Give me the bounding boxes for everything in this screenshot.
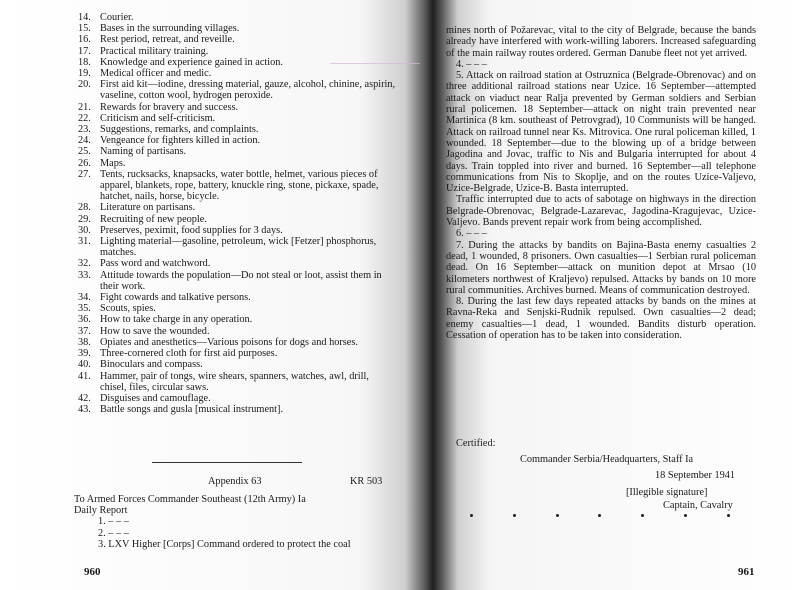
list-item <box>78 258 398 269</box>
list-item <box>78 270 398 292</box>
item-number: 39. <box>78 348 91 360</box>
list-item <box>78 214 398 225</box>
item-number: 26. <box>78 157 91 169</box>
item-text: Maps. <box>100 157 126 169</box>
rank-line: Captain, Cavalry <box>663 500 733 511</box>
item-text: Hammer, pair of tongs, wire shears, spanners, watches, awl, drill, chisel, files, circular saws. <box>100 370 369 393</box>
list-item <box>78 57 398 68</box>
list-item <box>78 337 398 348</box>
item-text: Fight cowards and talkative persons. <box>100 292 251 304</box>
command-line: Commander Serbia/Headquarters, Staff Ia <box>520 454 694 465</box>
paragraph: 6. – – – <box>456 228 487 240</box>
list-item <box>78 23 398 34</box>
report-line: Daily Report <box>74 505 128 517</box>
item-number: 41. <box>78 370 91 382</box>
list-item <box>78 46 398 57</box>
item-number: 34. <box>78 292 91 304</box>
divider <box>152 462 302 463</box>
report-line: 3. LXV Higher [Corps] Command ordered to protect the coal <box>98 538 351 550</box>
paragraph: 7. During the attacks by bandits on Bajina-Basta enemy casualties 2 dead, 1 wounded, 8 prisoners. Own casualties—1 Serbian rural policeman dead. On 16 September—attack on munition depot at Mrsao (10 kilometers northwest of Kraljevo) repulsed. Attacks by bands on 10 more rural communities. Archives burned. Means of communication destroyed. <box>446 239 756 296</box>
item-text: Vengeance for fighters killed in action. <box>100 135 261 147</box>
item-number: 37. <box>78 325 91 337</box>
appendix-label: Appendix 63 <box>208 476 262 487</box>
item-text: Courier. <box>100 12 134 23</box>
item-text: Recruiting of new people. <box>100 213 207 225</box>
item-text: Battle songs and gusla [musical instrument]. <box>100 404 284 416</box>
list-item <box>78 326 398 337</box>
list-item <box>78 225 398 236</box>
item-list <box>78 12 398 415</box>
report-line: 2. – – – <box>98 527 129 539</box>
item-number: 20. <box>78 79 91 91</box>
date-line: 18 September 1941 <box>655 470 736 481</box>
dot-leader <box>470 514 730 517</box>
list-item <box>78 79 398 101</box>
item-text: Rewards for bravery and success. <box>100 101 239 113</box>
item-text: Disguises and camouflage. <box>100 392 211 404</box>
item-text: Lighting material—gasoline, petroleum, wick [Fetzer] phosphorus, matches. <box>100 236 377 259</box>
item-text: Bases in the surrounding villages. <box>100 23 240 35</box>
item-number: 18. <box>78 56 91 68</box>
list-item <box>78 404 398 415</box>
item-number: 16. <box>78 34 91 46</box>
item-text: Naming of partisans. <box>100 146 187 158</box>
list-item <box>78 102 398 113</box>
item-number: 32. <box>78 258 91 270</box>
list-item <box>78 303 398 314</box>
item-number: 31. <box>78 236 91 248</box>
item-number: 17. <box>78 45 91 57</box>
item-text: Tents, rucksacks, knapsacks, water bottle, helmet, various pieces of apparel, blankets, rope, battery, knuckle ring, stone, pickaxe, spade, hatchet, nails, horse, bicycle. <box>100 168 379 203</box>
item-text: Literature on partisans. <box>100 202 196 214</box>
list-item <box>78 124 398 135</box>
item-text: Opiates and anesthetics—Various poisons for dogs and horses. <box>100 336 358 348</box>
item-number: 28. <box>78 202 91 214</box>
item-number: 42. <box>78 392 91 404</box>
item-number: 14. <box>78 12 91 23</box>
paragraph: 5. Attack on railroad station at Ostruznica (Belgrade-Obrenovac) and on three additional railroad stations near Uzice. 16 September—attempted attack on viaduct near Ralja prevented by German soldiers and Serbian rural policemen. 18 September—attack on night train prevented near Martinica (8 km. southeast of Petrovgrad), 10 Communists will be hanged. Attack on railroad tunnel near Ks. Mitrovica. One rural policeman killed, 1 wounded. 18 September—due to the blowing up of a bridge between Jagodina and Jovac, traffic to Nis and Bulgaria interrupted for about 4 days. Train toppled into river and burned. 16 September—all telephone communications from Nis to Skoplje, and on the routes Uzice-Valjevo, Uzice-Belgrade, Uzice-B. Basta interrupted. <box>446 70 756 195</box>
item-number: 30. <box>78 224 91 236</box>
item-number: 22. <box>78 112 91 124</box>
page-number-left: 960 <box>84 566 101 578</box>
list-item <box>78 135 398 146</box>
item-text: Rest period, retreat, and reveille. <box>100 34 235 46</box>
list-item <box>78 34 398 45</box>
list-item <box>78 202 398 213</box>
signature-line: [Illegible signature] <box>626 487 708 498</box>
list-item <box>78 314 398 325</box>
report-line: To Armed Forces Commander Southeast (12th Army) Ia <box>74 494 306 505</box>
item-text: Pass word and watchword. <box>100 258 211 270</box>
certified-label: Certified: <box>456 438 496 449</box>
item-number: 36. <box>78 314 91 326</box>
item-text: Preserves, peximit, food supplies for 3 days. <box>100 224 283 236</box>
list-item <box>78 292 398 303</box>
report-line: 1. – – – <box>98 516 129 528</box>
item-text: How to save the wounded. <box>100 325 210 337</box>
item-number: 40. <box>78 359 91 371</box>
list-item <box>78 348 398 359</box>
item-number: 35. <box>78 303 91 315</box>
item-text: Attitude towards the population—Do not steal or loot, assist them in their work. <box>100 269 382 292</box>
list-item <box>78 146 398 157</box>
right-page-text <box>446 25 756 341</box>
list-item <box>78 393 398 404</box>
list-item <box>78 169 398 203</box>
item-number: 24. <box>78 135 91 147</box>
item-text: Scouts, spies. <box>100 303 156 315</box>
page-number-right: 961 <box>738 566 755 578</box>
list-item <box>78 113 398 124</box>
item-number: 21. <box>78 101 91 113</box>
paragraph: mines north of Požarevac, vital to the city of Belgrade, because the bands already have interfered with work-willing laborers. Increased safeguarding of the main railway routes ordered. German Danube fleet not yet arrived. <box>446 25 756 59</box>
item-text: Binoculars and compass. <box>100 359 203 371</box>
item-number: 38. <box>78 336 91 348</box>
item-text: Criticism and self-criticism. <box>100 112 216 124</box>
item-text: First aid kit—iodine, dressing material, gauze, alcohol, chinine, aspirin, vaseline, cotton wool, hydrogen peroxide. <box>100 79 396 102</box>
item-number: 43. <box>78 404 91 416</box>
item-number: 25. <box>78 146 91 158</box>
list-item <box>78 359 398 370</box>
daily-report <box>74 494 406 550</box>
paragraph: Traffic interrupted due to acts of sabotage on highways in the direction Belgrade-Obrenovac, Belgrade-Lazarevac, Jagodina-Kragujevac, Uzice-Valjevo. Bands prevent repair work from being accomplished. <box>446 194 756 229</box>
item-text: Practical military training. <box>100 45 209 57</box>
item-text: How to take charge in any operation. <box>100 314 253 326</box>
paragraph: 4. – – – <box>456 58 487 70</box>
list-item <box>78 68 398 79</box>
list-item <box>78 12 398 23</box>
list-item <box>78 158 398 169</box>
item-number: 19. <box>78 68 91 80</box>
item-number: 29. <box>78 213 91 225</box>
item-number: 27. <box>78 168 91 180</box>
item-text: Medical officer and medic. <box>100 68 212 80</box>
item-number: 23. <box>78 124 91 136</box>
item-text: Three-cornered cloth for first aid purposes. <box>100 348 278 360</box>
paragraph: 8. During the last few days repeated attacks by bands on the mines at Ravna-Reka and Senjski-Rudnik repulsed. Own casualties—2 dead; enemy casualties—1 dead, 1 wounded. Bandits disturb operation. Cessation of operation has to be taken into consideration. <box>446 296 756 342</box>
list-item <box>78 371 398 393</box>
item-text: Knowledge and experience gained in action. <box>100 56 283 68</box>
item-number: 15. <box>78 23 91 35</box>
list-item <box>78 236 398 258</box>
item-number: 33. <box>78 269 91 281</box>
kr-label: KR 503 <box>350 476 383 487</box>
item-text: Suggestions, remarks, and complaints. <box>100 124 259 136</box>
